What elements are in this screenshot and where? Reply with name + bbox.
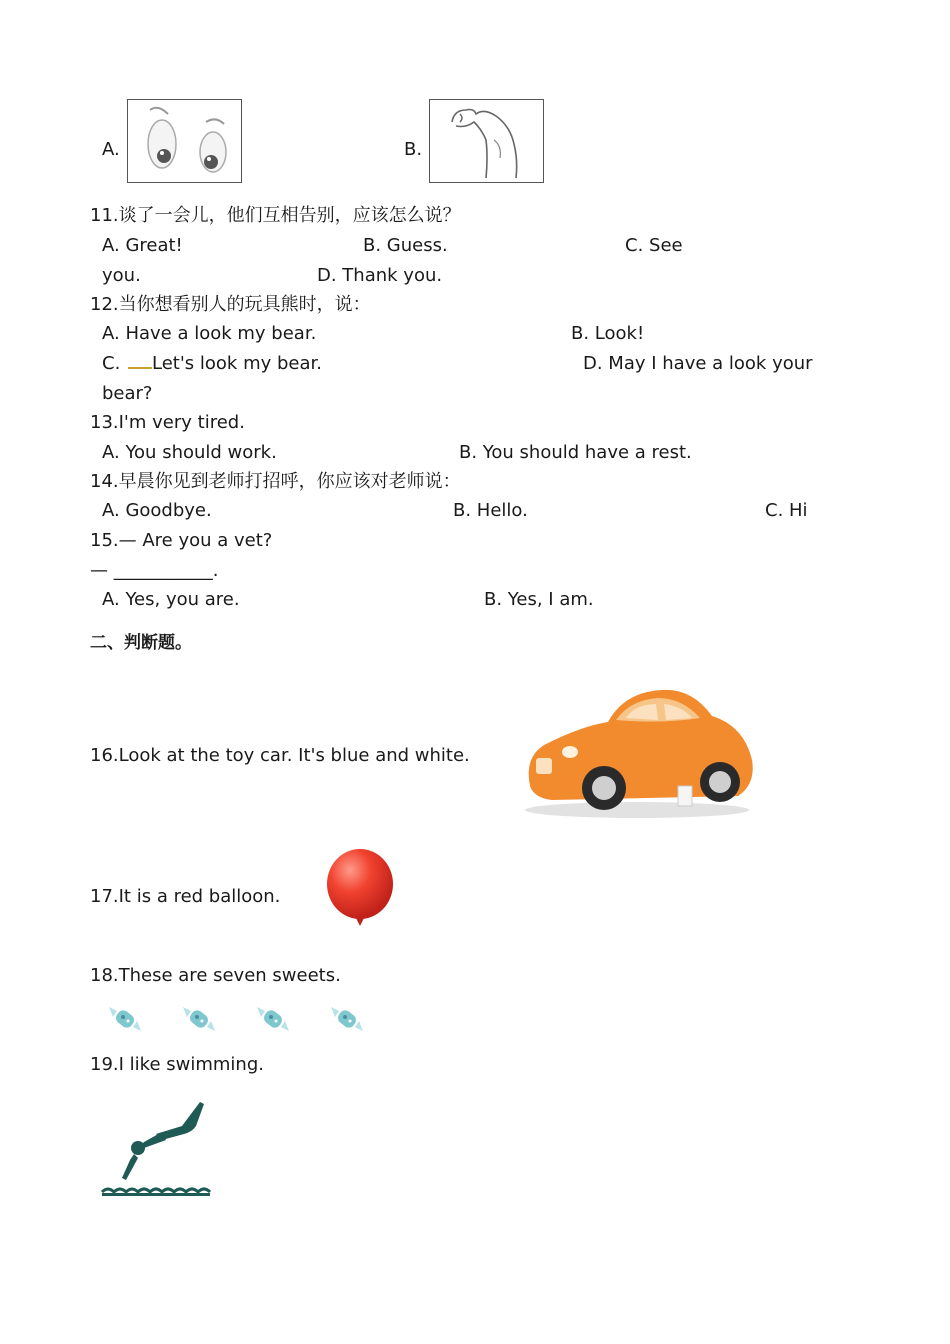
q11-option-c-line1: C. See [625, 235, 683, 256]
q13-option-b: B. You should have a rest. [459, 442, 692, 463]
q12-option-b: B. Look! [571, 323, 645, 344]
q14-option-b: B. Hello. [453, 500, 528, 521]
q19-statement: 19.I like swimming. [90, 1054, 264, 1075]
q12-option-d-line2: bear? [102, 383, 153, 404]
q10-option-b-label: B. [404, 139, 423, 160]
toy-car-image [512, 686, 758, 821]
candy-icon [325, 997, 369, 1041]
candy-icon [103, 997, 147, 1041]
q12-option-c-prefix: C. [102, 353, 121, 374]
q17-statement: 17.It is a red balloon. [90, 886, 281, 907]
diving-swimmer-image [100, 1098, 216, 1202]
flexed-arm-icon [430, 100, 543, 182]
eyes-icon [128, 100, 241, 182]
q13-option-a: A. You should work. [102, 442, 277, 463]
section-heading: 二、判断题。 [90, 633, 192, 653]
eyes-image [127, 99, 242, 183]
q14-option-a: A. Goodbye. [102, 500, 212, 521]
q15-question: 15.— Are you a vet? [90, 530, 273, 551]
q15-answer-line: — ___________. [90, 560, 219, 581]
q16-statement: 16.Look at the toy car. It's blue and white. [90, 745, 470, 766]
q11-option-d: D. Thank you. [317, 265, 443, 286]
q11-question: 11.谈了一会儿，他们互相告别，应该怎么说？ [90, 205, 461, 226]
candy-icon [177, 997, 221, 1041]
arm-muscle-image [429, 99, 544, 183]
blank-mark [128, 367, 152, 369]
candy-row [103, 997, 373, 1041]
q15-option-a: A. Yes, you are. [102, 589, 240, 610]
candy-icon [251, 997, 295, 1041]
red-balloon-image [324, 848, 396, 930]
q14-question: 14.早晨你见到老师打招呼，你应该对老师说： [90, 471, 461, 492]
q15-option-b: B. Yes, I am. [484, 589, 594, 610]
q12-question: 12.当你想看别人的玩具熊时，说： [90, 294, 371, 315]
q12-option-a: A. Have a look my bear. [102, 323, 317, 344]
q11-option-c-line2: you. [102, 265, 141, 286]
q11-option-b: B. Guess. [363, 235, 448, 256]
q12-option-c: Let's look my bear. [152, 353, 322, 374]
q12-option-d-line1: D. May I have a look your [583, 353, 813, 374]
q14-option-c: C. Hi [765, 500, 808, 521]
q10-option-a-label: A. [102, 139, 120, 160]
q13-question: 13.I'm very tired. [90, 412, 245, 433]
q11-option-a: A. Great! [102, 235, 183, 256]
q18-statement: 18.These are seven sweets. [90, 965, 341, 986]
